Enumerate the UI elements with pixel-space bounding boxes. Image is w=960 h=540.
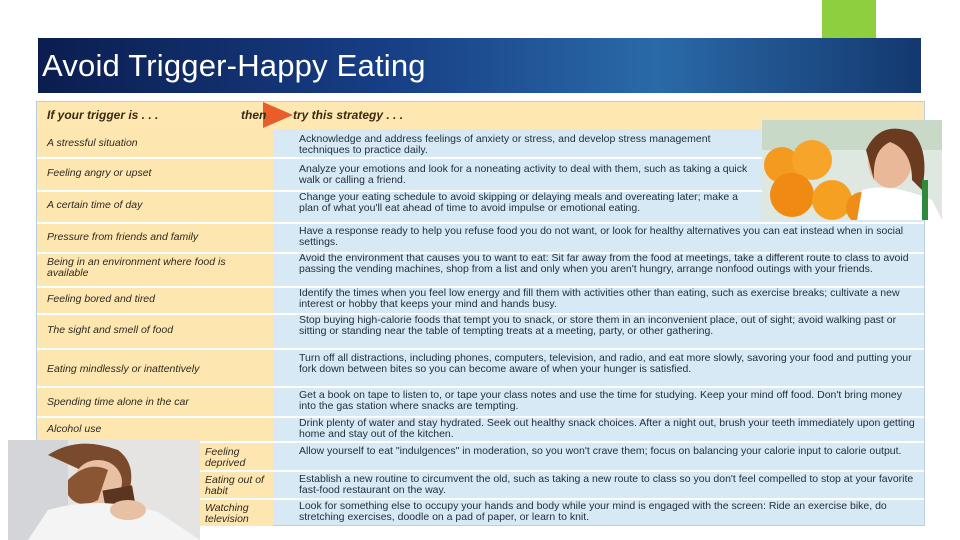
trigger-label: Feeling bored and tired	[47, 293, 155, 305]
strategy-text: Allow yourself to eat "indulgences" in moderation, so you won't crave them; focus on balancing your calorie input to calorie output.	[299, 445, 902, 457]
trigger-label: Watching television	[205, 502, 249, 525]
strategy-text: Change your eating schedule to avoid skipping or delaying meals and overeating later; make a plan of what you'll eat ahead of time to avoid impulse or emotional eating.	[299, 191, 738, 214]
strategy-text: Identify the times when you feel low energy and fill them with activities other than eating, such as exercise breaks; cultivate a new interest or hobby that keeps your mind and hands busy.	[299, 287, 900, 310]
strategy-text: Turn off all distractions, including phones, computers, television, and radio, and eat more slowly, savoring your food and putting your fork down between bites so you can become aware of when your hunger is satisfied.	[299, 352, 912, 375]
row-divider	[37, 348, 924, 350]
row-divider	[37, 386, 924, 388]
header-trigger: If your trigger is . . .	[47, 108, 159, 122]
trigger-label: A stressful situation	[47, 137, 138, 149]
strategy-text: Have a response ready to help you refuse food you do not want, or look for healthy alternatives you can eat instead when in social settings.	[299, 225, 904, 248]
strategy-text: Avoid the environment that causes you to want to eat: Sit far away from the food at meetings, take a different route to class to avoid passing the vending machines, shop from a list and only when you aren't hungry, arrange nonfood outings with your friends.	[299, 252, 909, 275]
trigger-label: The sight and smell of food	[47, 324, 174, 336]
trigger-label: Eating mindlessly or inattentively	[47, 363, 200, 375]
trigger-label: Being in an environment where food is available	[47, 256, 226, 279]
strategy-text: Acknowledge and address feelings of anxiety or stress, and develop stress management techniques to practice daily.	[299, 133, 711, 156]
woman-with-oranges-photo	[762, 120, 942, 220]
slide-title: Avoid Trigger-Happy Eating	[42, 48, 426, 83]
trigger-label: Eating out of habit	[205, 474, 264, 497]
trigger-label: Feeling deprived	[205, 446, 246, 469]
strategy-text: Look for something else to occupy your hands and body while your mind is engaged with the screen: Ride an exercise bike, do stretching exercises, doodle on a pad of paper, or learn to knit.	[299, 500, 887, 523]
row-divider	[37, 222, 924, 224]
woman-eating-chocolate-photo	[8, 440, 200, 540]
strategy-text: Analyze your emotions and look for a noneating activity to deal with them, such as taking a quick walk or calling a friend.	[299, 163, 748, 186]
trigger-label: Spending time alone in the car	[47, 396, 189, 408]
trigger-label: Alcohol use	[47, 423, 102, 435]
arrow-right-icon	[263, 102, 293, 128]
strategy-text: Stop buying high-calorie foods that tempt you to snack, or store them in an inconvenient place, out of sight; avoid walking past or sitting or standing near the table of tempting treats at a meeting, party, or other gathering.	[299, 314, 897, 337]
trigger-label: A certain time of day	[47, 199, 143, 211]
trigger-label: Pressure from friends and family	[47, 231, 199, 243]
strategy-text: Get a book on tape to listen to, or tape your class notes and use the time for studying. Keep your mind off food. Don't bring money into the gas station where snacks are tempting.	[299, 389, 902, 412]
trigger-label: Feeling angry or upset	[47, 167, 152, 179]
strategy-text: Drink plenty of water and stay hydrated. Seek out healthy snack choices. After a night out, brush your teeth immediately upon getting home and stay out of the kitchen.	[299, 417, 915, 440]
header-then: then	[241, 108, 267, 122]
header-strategy: try this strategy . . .	[293, 108, 404, 122]
strategy-text: Establish a new routine to circumvent the old, such as taking a new route to class so you don't feel compelled to stop at your favorite fast-food restaurant on the way.	[299, 473, 914, 496]
